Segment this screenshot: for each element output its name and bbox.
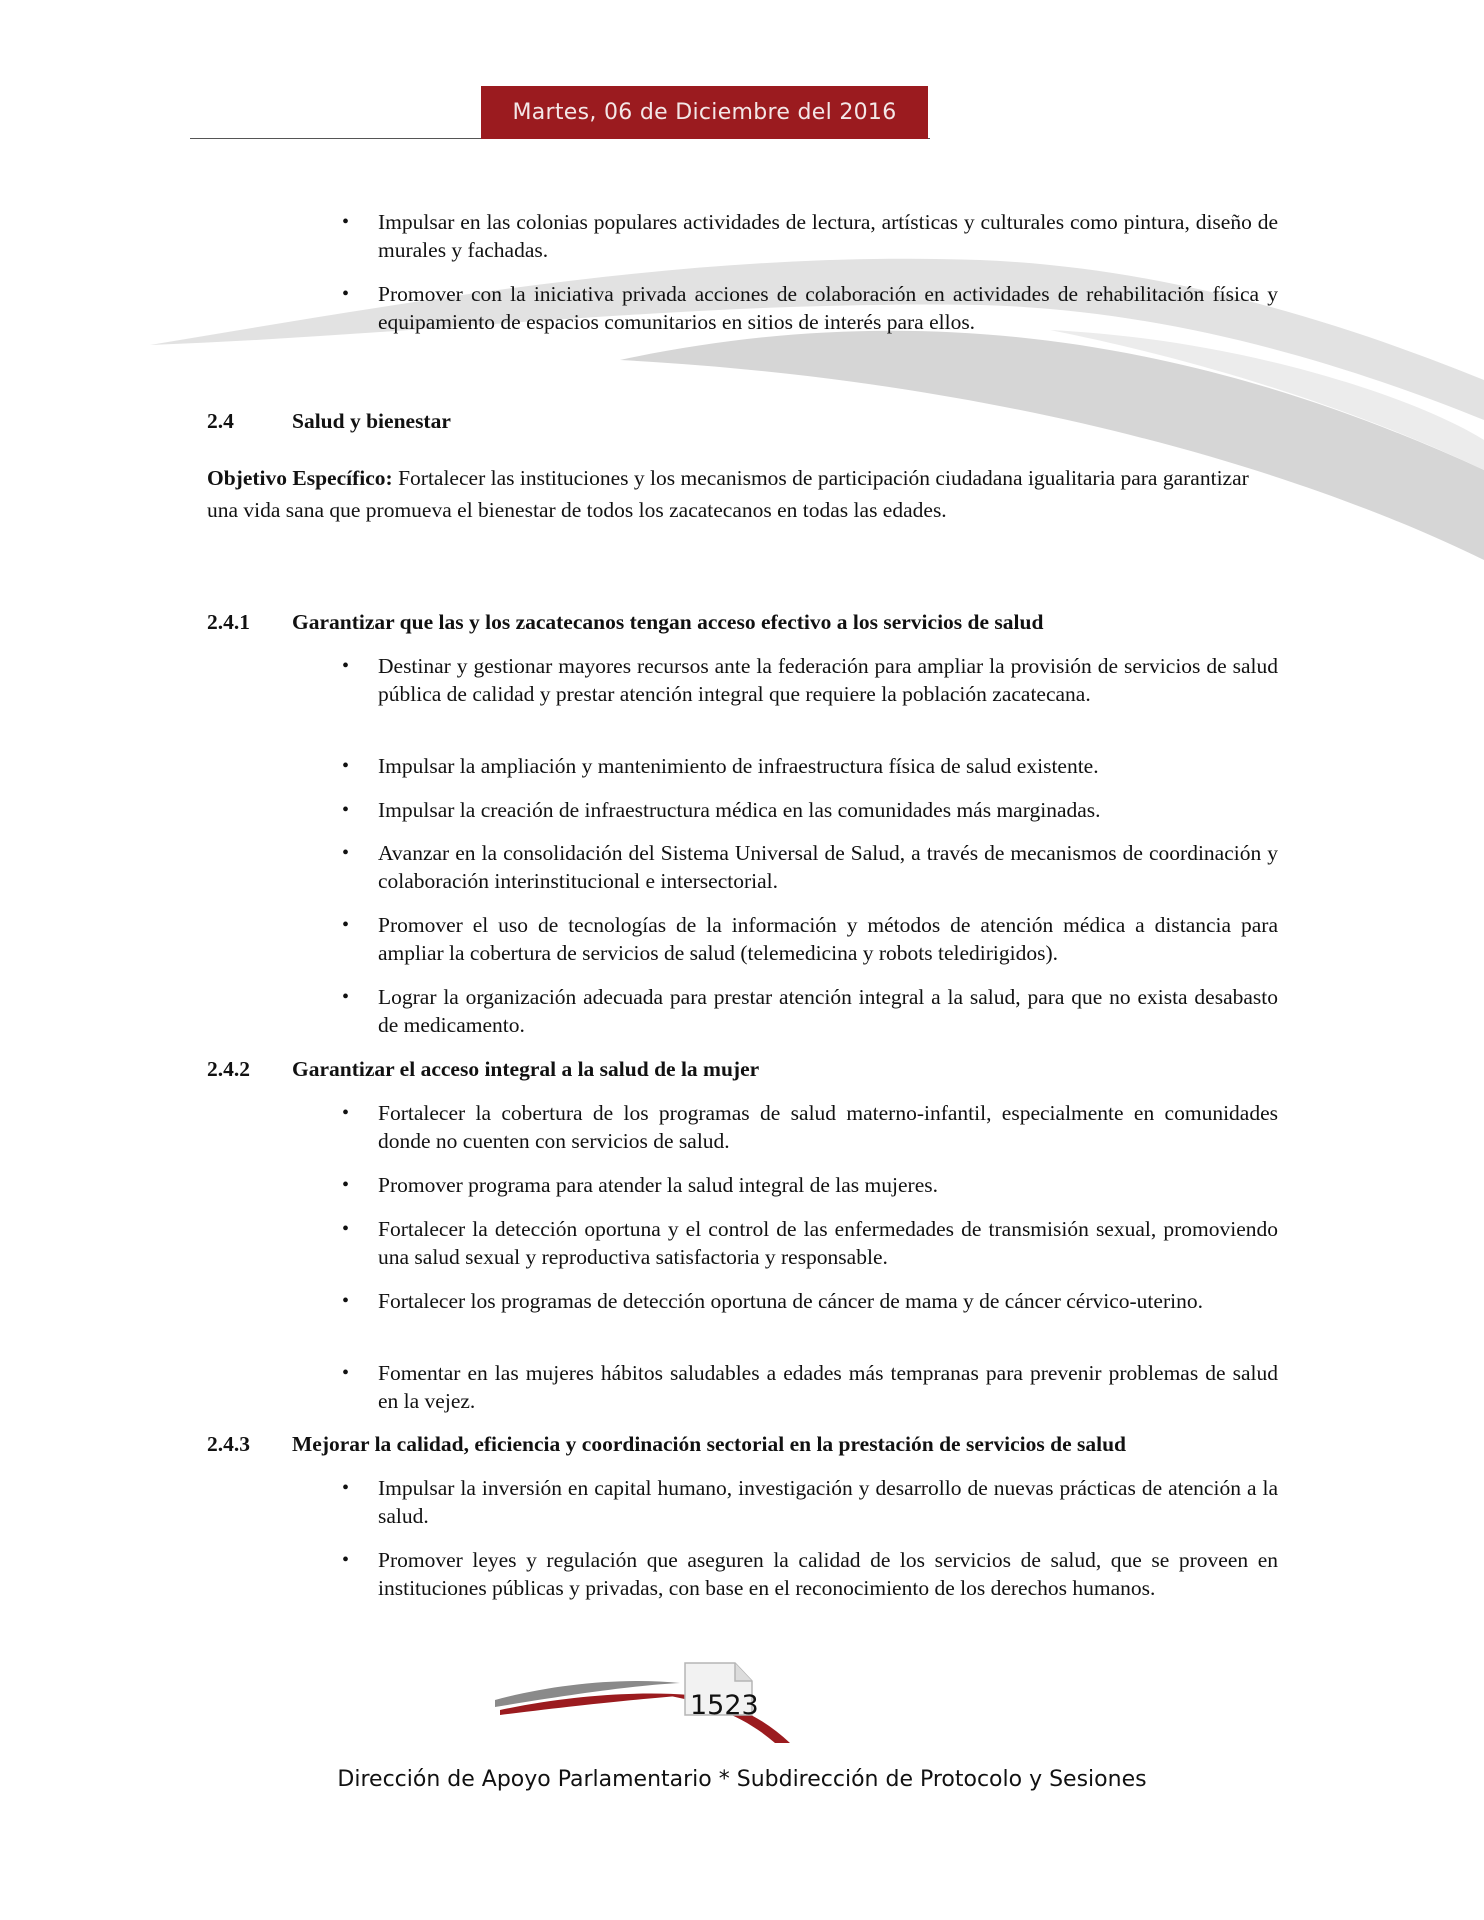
page-number: 1523: [690, 1690, 759, 1721]
header-date: Martes, 06 de Diciembre del 2016: [512, 100, 897, 125]
section-number: 2.4: [207, 409, 234, 433]
list-item: • Impulsar la ampliación y mantenimiento de infraestructura física de salud existente.: [378, 752, 1278, 780]
list-item: • Impulsar la inversión en capital humano, investigación y desarrollo de nuevas prácticas de atención a la salud.: [378, 1474, 1278, 1530]
list-item: • Fortalecer la detección oportuna y el control de las enfermedades de transmisión sexual, promoviendo una salud sexual y reproductiva satisfactoria y responsable.: [378, 1215, 1278, 1271]
list-item: • Fomentar en las mujeres hábitos saludables a edades más tempranas para prevenir problemas de salud en la vejez.: [378, 1359, 1278, 1415]
list-item: • Promover el uso de tecnologías de la información y métodos de atención médica a distancia para ampliar la cobertura de servicios de salud (telemedicina y robots teledirigidos).: [378, 911, 1278, 967]
section-title: Mejorar la calidad, eficiencia y coordinación sectorial en la prestación de servicios de salud: [292, 1432, 1127, 1456]
list-item: • Impulsar la creación de infraestructura médica en las comunidades más marginadas.: [378, 796, 1278, 824]
list-item: • Fortalecer la cobertura de los programas de salud materno-infantil, especialmente en comunidades donde no cuenten con servicios de salud.: [378, 1099, 1278, 1155]
header-date-banner: [481, 86, 928, 139]
list-item: • Promover programa para atender la salud integral de las mujeres.: [378, 1171, 1278, 1199]
footer-logo-graphic: [490, 1655, 830, 1745]
list-item: • Avanzar en la consolidación del Sistema Universal de Salud, a través de mecanismos de coordinación y colaboración interinstitucional e intersectorial.: [378, 839, 1278, 895]
list-item: • Promover con la iniciativa privada acciones de colaboración en actividades de rehabilitación física y equipamiento de espacios comunitarios en sitios de interés para ellos.: [378, 280, 1278, 336]
footer-text: Dirección de Apoyo Parlamentario * Subdirección de Protocolo y Sesiones: [337, 1767, 1147, 1792]
list-item: • Impulsar en las colonias populares actividades de lectura, artísticas y culturales como pintura, diseño de murales y fachadas.: [378, 208, 1278, 264]
list-item: • Promover leyes y regulación que aseguren la calidad de los servicios de salud, que se proveen en instituciones públicas y privadas, con base en el reconocimiento de los derechos humanos.: [378, 1546, 1278, 1602]
objective-paragraph: [207, 462, 1257, 526]
section-number: 2.4.3: [207, 1432, 250, 1456]
list-item: • Destinar y gestionar mayores recursos ante la federación para ampliar la provisión de servicios de salud pública de calidad y prestar atención integral que requiere la población zacatecana.: [378, 652, 1278, 708]
objective-label: Objetivo Específico:: [207, 466, 393, 490]
objective-text: Fortalecer las instituciones y los mecanismos de participación ciudadana igualitaria para garantizar una vida sana que promueva el bienestar de todos los zacatecanos en todas las edades.: [207, 466, 1249, 522]
section-title: Garantizar el acceso integral a la salud de la mujer: [292, 1057, 760, 1081]
list-item: • Fortalecer los programas de detección oportuna de cáncer de mama y de cáncer cérvico-uterino.: [378, 1287, 1278, 1315]
section-number: 2.4.1: [207, 610, 250, 634]
list-item: • Lograr la organización adecuada para prestar atención integral a la salud, para que no exista desabasto de medicamento.: [378, 983, 1278, 1039]
section-title: Garantizar que las y los zacatecanos tengan acceso efectivo a los servicios de salud: [292, 610, 1044, 634]
section-title: Salud y bienestar: [292, 409, 451, 433]
section-number: 2.4.2: [207, 1057, 250, 1081]
